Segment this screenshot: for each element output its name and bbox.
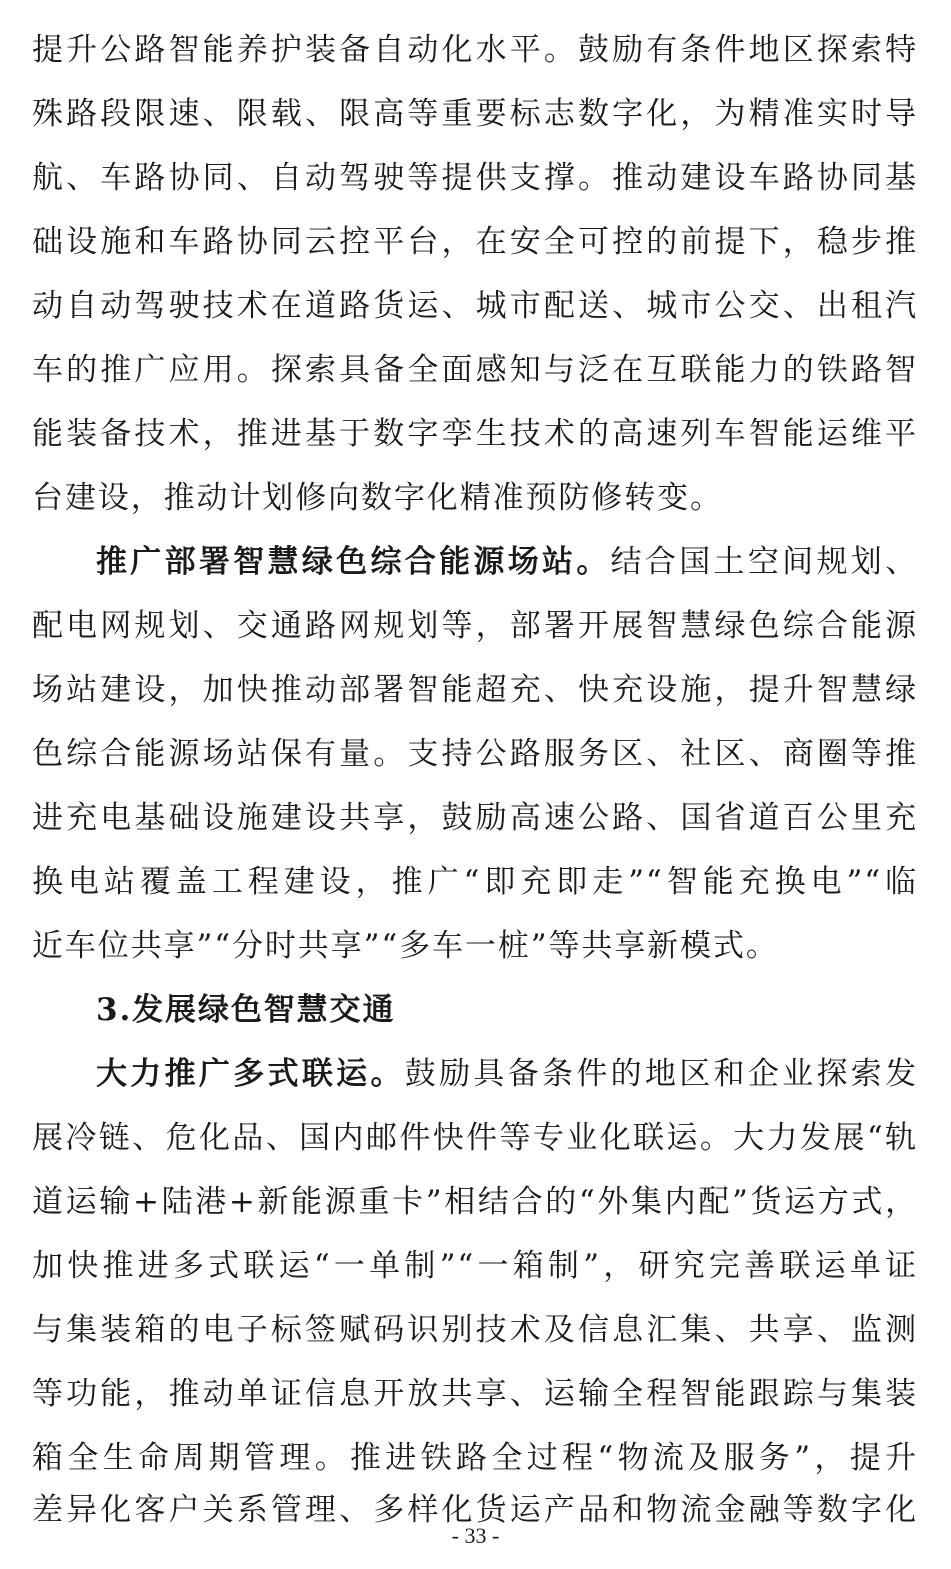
paragraph-line: 航、车路协同、自动驾驶等提供支撑。推动建设车路协同基: [32, 160, 918, 196]
paragraph-line: 配电网规划、交通路网规划等，部署开展智慧绿色综合能源: [32, 608, 918, 644]
paragraph-first-line: [96, 530, 918, 594]
paragraph-line: 场站建设，加快推动部署智能超充、快充设施，提升智慧绿: [32, 672, 918, 708]
paragraph-line: 台建设，推动计划修向数字化精准预防修转变。: [32, 480, 723, 516]
paragraph-line: 等功能，推动单证信息开放共享、运输全程智能跟踪与集装: [32, 1376, 918, 1412]
paragraph-line: 提升公路智能养护装备自动化水平。鼓励有条件地区探索特: [32, 32, 918, 68]
paragraph-line: 差异化客户关系管理、多样化货运产品和物流金融等数字化: [32, 1492, 918, 1528]
paragraph-lead-bold: 大力推广多式联运。: [96, 1056, 405, 1092]
paragraph-first-rest: 结合国土空间规划、: [610, 544, 918, 580]
paragraph-line: 近车位共享”“分时共享”“多车一桩”等共享新模式。: [32, 928, 779, 964]
paragraph-line: 加快推进多式联运“一单制”“一箱制”，研究完善联运单证: [32, 1248, 918, 1284]
paragraph-line: 换电站覆盖工程建设，推广“即充即走”“智能充换电”“临: [32, 864, 918, 900]
paragraph-line: 殊路段限速、限载、限高等重要标志数字化，为精准实时导: [32, 96, 918, 132]
paragraph-line: 道运输+陆港+新能源重卡”相结合的“外集内配”货运方式，: [32, 1184, 918, 1220]
paragraph-line: 与集装箱的电子标签赋码识别技术及信息汇集、共享、监测: [32, 1312, 918, 1348]
paragraph-first-rest: 鼓励具备条件的地区和企业探索发: [404, 1056, 918, 1092]
paragraph-line: 箱全生命周期管理。推进铁路全过程“物流及服务”，提升: [32, 1440, 918, 1476]
paragraph-line: 车的推广应用。探索具备全面感知与泛在互联能力的铁路智: [32, 352, 918, 388]
paragraph-line: 进充电基础设施建设共享，鼓励高速公路、国省道百公里充: [32, 800, 918, 836]
paragraph-line: 展冷链、危化品、国内邮件快件等专业化联运。大力发展“轨: [32, 1120, 918, 1156]
paragraph-lead-bold: 推广部署智慧绿色综合能源场站。: [96, 544, 611, 580]
paragraph-line: 色综合能源场站保有量。支持公路服务区、社区、商圈等推: [32, 736, 918, 772]
paragraph-line: 能装备技术，推进基于数字孪生技术的高速列车智能运维平: [32, 416, 918, 452]
paragraph-line: 动自动驾驶技术在道路货运、城市配送、城市公交、出租汽: [32, 288, 918, 324]
paragraph-first-line: [96, 1042, 918, 1106]
page-number: - 33 -: [451, 1523, 500, 1548]
section-heading: 3.发展绿色智慧交通: [96, 992, 396, 1028]
paragraph-line: 础设施和车路协同云控平台，在安全可控的前提下，稳步推: [32, 224, 918, 260]
